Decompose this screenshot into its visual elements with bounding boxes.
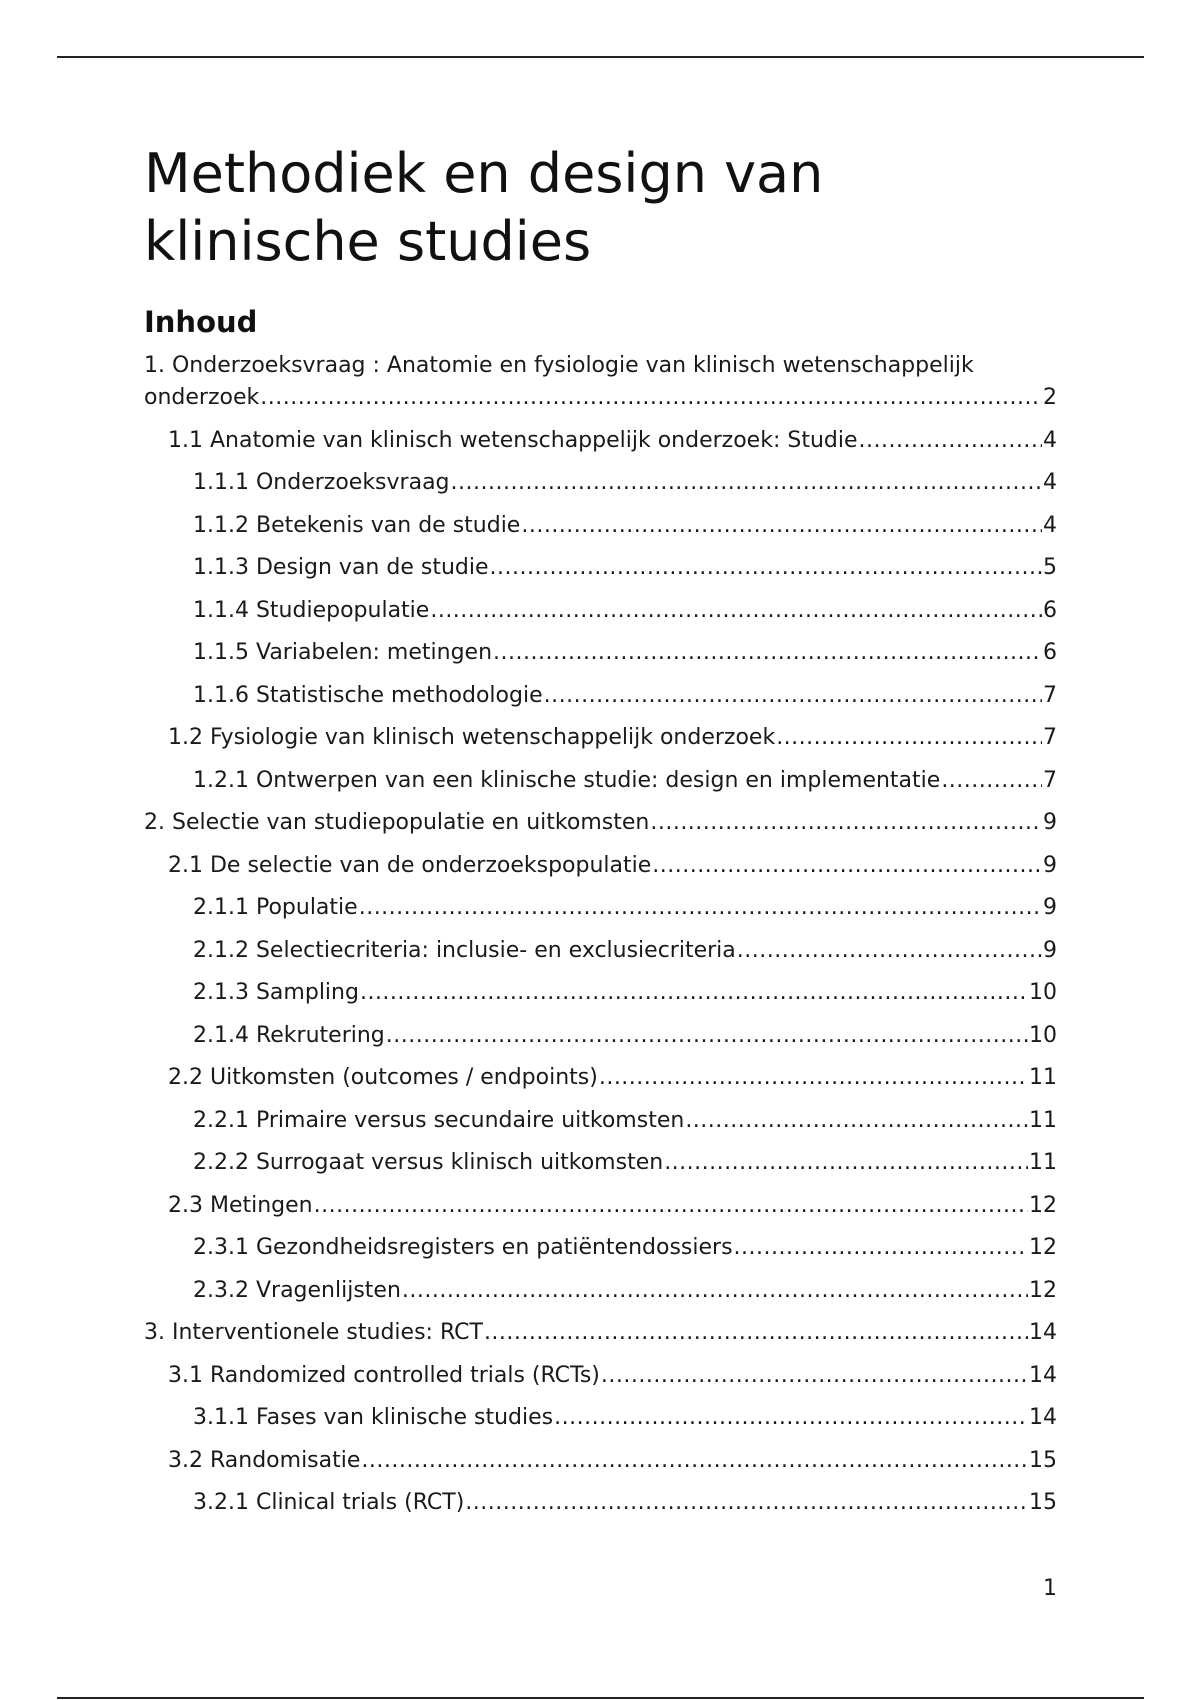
toc-entry-text-line-1: 1. Onderzoeksvraag : Anatomie en fysiologie van klinisch wetenschappelijk <box>144 353 974 378</box>
toc-entry-text: 2.1.2 Selectiecriteria: inclusie- en exclusiecriteria <box>193 937 736 963</box>
toc-entry-page: 7 <box>1043 682 1057 708</box>
toc-leader-dots <box>465 1487 1028 1519</box>
toc-entry-text: 2. Selectie van studiepopulatie en uitkomsten <box>144 810 650 835</box>
toc-entry-page: 14 <box>1029 1405 1057 1430</box>
toc-entry-text: 1.1.2 Betekenis van de studie <box>193 512 521 538</box>
toc-entry-text: 3.2.1 Clinical trials (RCT) <box>193 1490 465 1515</box>
toc-entry-text: onderzoek <box>144 385 260 410</box>
toc-entry[interactable] <box>144 1445 1057 1477</box>
toc-entry-page: 14 <box>1029 1320 1057 1345</box>
toc-leader-dots <box>685 1105 1028 1137</box>
toc-entry-page: 7 <box>1043 767 1057 793</box>
toc-entry[interactable] <box>144 977 1057 1009</box>
toc-entry[interactable] <box>144 722 1057 754</box>
toc-leader-dots <box>599 1062 1028 1094</box>
toc-entry-text: 2.3.1 Gezondheidsregisters en patiëntendossiers <box>193 1235 733 1260</box>
toc-entry-text: 3. Interventionele studies: RCT <box>144 1320 483 1345</box>
toc-entry[interactable] <box>144 425 1057 457</box>
toc-entry[interactable] <box>144 892 1057 924</box>
toc-entry[interactable] <box>144 1360 1057 1392</box>
page-top-rule <box>57 56 1144 58</box>
table-of-contents <box>144 350 1057 1519</box>
toc-entry[interactable] <box>144 1147 1057 1179</box>
document-body <box>144 140 1057 1530</box>
toc-leader-dots <box>664 1147 1028 1179</box>
toc-entry[interactable] <box>144 1020 1057 1052</box>
toc-entry-text: 1.1.6 Statistische methodologie <box>193 682 543 708</box>
toc-entry-text: 2.3.2 Vragenlijsten <box>193 1277 401 1303</box>
toc-leader-dots <box>734 1232 1028 1264</box>
toc-entry-text: 1.1.5 Variabelen: metingen <box>193 640 493 665</box>
toc-entry[interactable] <box>144 1105 1057 1137</box>
toc-entry-page: 10 <box>1029 980 1057 1005</box>
toc-entry-page: 4 <box>1043 427 1057 453</box>
toc-leader-dots <box>314 1190 1028 1222</box>
toc-entry-page: 7 <box>1043 725 1057 750</box>
toc-entry-page: 6 <box>1043 640 1057 665</box>
toc-leader-dots <box>402 1275 1028 1307</box>
toc-leader-dots <box>521 510 1042 542</box>
toc-entry-page: 10 <box>1029 1022 1057 1048</box>
toc-entry-text: 1.1.4 Studiepopulatie <box>193 597 430 623</box>
toc-entry-text: 2.2.1 Primaire versus secundaire uitkomsten <box>193 1107 685 1133</box>
toc-leader-dots <box>544 680 1042 712</box>
toc-leader-dots <box>776 722 1042 754</box>
toc-entry-text: 1.1.1 Onderzoeksvraag <box>193 470 450 495</box>
toc-entry-text: 3.2 Randomisatie <box>168 1447 361 1473</box>
toc-entry[interactable] <box>144 1402 1057 1434</box>
toc-entry-page: 12 <box>1029 1277 1057 1303</box>
toc-entry-page: 9 <box>1043 895 1057 920</box>
toc-leader-dots <box>601 1360 1028 1392</box>
toc-entry-text: 1.2.1 Ontwerpen van een klinische studie: design en implementatie <box>193 767 941 793</box>
document-title-line-1: Methodiek en design van <box>144 142 824 205</box>
toc-entry-text: 3.1.1 Fases van klinische studies <box>193 1405 554 1430</box>
toc-entry-page: 5 <box>1043 555 1057 580</box>
toc-entry-text: 1.1.3 Design van de studie <box>193 555 489 580</box>
toc-entry-page: 9 <box>1043 810 1057 835</box>
page-number: 1 <box>1043 1576 1057 1601</box>
toc-entry-text: 2.1.4 Rekrutering <box>193 1022 385 1048</box>
toc-entry-page: 4 <box>1043 470 1057 495</box>
toc-entry[interactable] <box>144 1487 1057 1519</box>
toc-entry-page: 15 <box>1029 1447 1057 1473</box>
toc-entry-page: 11 <box>1029 1107 1057 1133</box>
page-bottom-rule <box>57 1697 1144 1699</box>
toc-entry-page: 12 <box>1029 1192 1057 1218</box>
toc-leader-dots <box>737 935 1042 967</box>
toc-entry-text: 2.2 Uitkomsten (outcomes / endpoints) <box>168 1065 598 1090</box>
toc-leader-dots <box>260 382 1042 414</box>
toc-entry-text: 1.2 Fysiologie van klinisch wetenschappelijk onderzoek <box>168 725 776 750</box>
toc-entry[interactable] <box>144 850 1057 882</box>
toc-entry[interactable] <box>144 935 1057 967</box>
toc-entry-page: 9 <box>1043 852 1057 878</box>
toc-entry-text: 1.1 Anatomie van klinisch wetenschappelijk onderzoek: Studie <box>168 427 858 453</box>
toc-entry[interactable] <box>144 1062 1057 1094</box>
toc-entry-page: 2 <box>1043 385 1057 410</box>
toc-entry-text: 2.2.2 Surrogaat versus klinisch uitkomsten <box>193 1150 664 1175</box>
toc-entry-page: 4 <box>1043 512 1057 538</box>
toc-leader-dots <box>360 977 1028 1009</box>
toc-entry-page: 11 <box>1029 1150 1057 1175</box>
toc-leader-dots <box>493 637 1042 669</box>
toc-entry[interactable] <box>144 1317 1057 1349</box>
toc-leader-dots <box>652 850 1042 882</box>
toc-leader-dots <box>941 765 1042 797</box>
toc-entry-text: 2.1 De selectie van de onderzoekspopulatie <box>168 852 652 878</box>
toc-leader-dots <box>484 1317 1028 1349</box>
toc-entry-page: 9 <box>1043 937 1057 963</box>
toc-leader-dots <box>859 425 1043 457</box>
toc-leader-dots <box>451 467 1042 499</box>
toc-entry[interactable] <box>144 595 1057 627</box>
toc-entry[interactable] <box>144 467 1057 499</box>
toc-leader-dots <box>650 807 1042 839</box>
document-title-line-2: klinische studies <box>144 210 592 273</box>
toc-leader-dots <box>490 552 1043 584</box>
toc-entry-page: 11 <box>1029 1065 1057 1090</box>
toc-leader-dots <box>361 1445 1028 1477</box>
toc-entry-page: 15 <box>1029 1490 1057 1515</box>
toc-entry[interactable] <box>144 765 1057 797</box>
toc-entry[interactable] <box>144 350 1057 414</box>
toc-heading: Inhoud <box>144 305 258 339</box>
toc-entry[interactable] <box>144 552 1057 584</box>
toc-entry[interactable] <box>144 1275 1057 1307</box>
toc-entry-page: 6 <box>1043 597 1057 623</box>
toc-leader-dots <box>554 1402 1028 1434</box>
toc-entry[interactable] <box>144 807 1057 839</box>
toc-entry-text: 3.1 Randomized controlled trials (RCTs) <box>168 1362 600 1388</box>
toc-entry[interactable] <box>144 1190 1057 1222</box>
toc-entry-page: 14 <box>1029 1362 1057 1388</box>
toc-leader-dots <box>359 892 1042 924</box>
toc-entry-page: 12 <box>1029 1235 1057 1260</box>
toc-entry-text: 2.1.3 Sampling <box>193 980 359 1005</box>
toc-entry[interactable] <box>144 680 1057 712</box>
toc-entry[interactable] <box>144 510 1057 542</box>
toc-entry-text: 2.3 Metingen <box>168 1192 313 1218</box>
document-title <box>144 140 1057 276</box>
toc-entry[interactable] <box>144 1232 1057 1264</box>
toc-entry[interactable] <box>144 637 1057 669</box>
toc-entry-text: 2.1.1 Populatie <box>193 895 358 920</box>
toc-leader-dots <box>430 595 1042 627</box>
toc-leader-dots <box>386 1020 1028 1052</box>
